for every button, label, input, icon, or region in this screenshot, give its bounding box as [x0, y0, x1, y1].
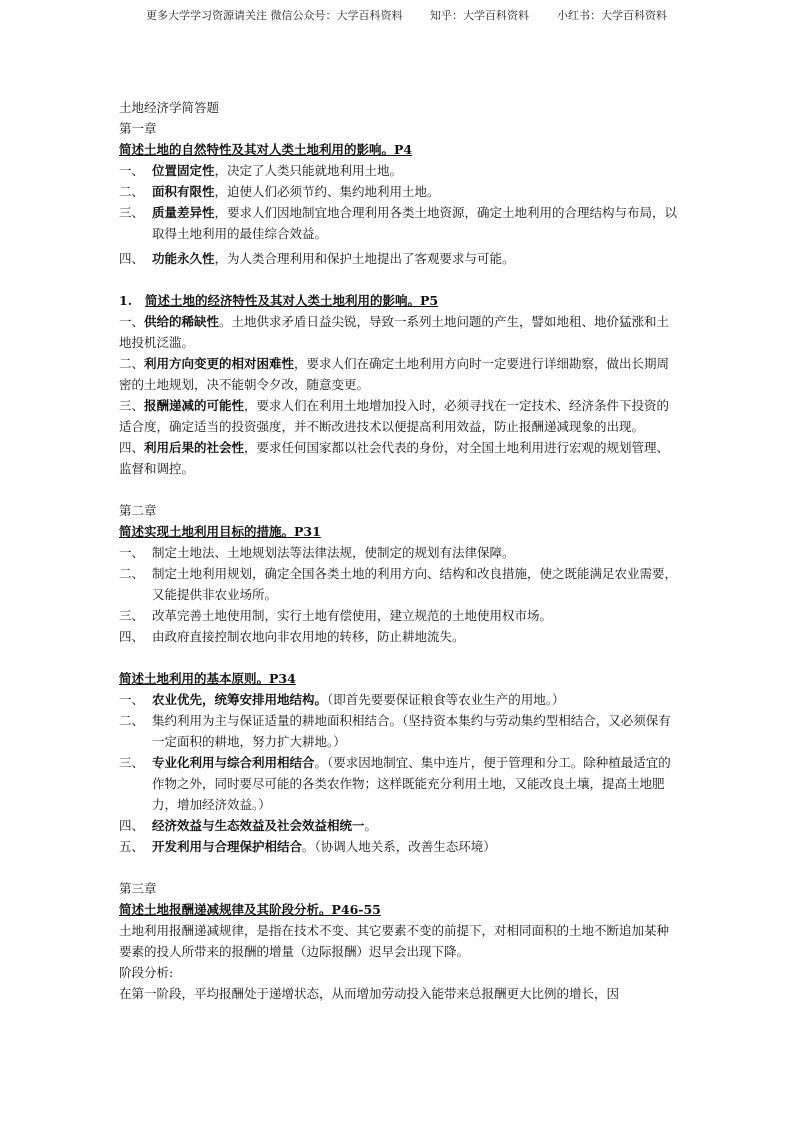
list-item: 四、 经济效益与生态效益及社会效益相统一。 [119, 818, 378, 833]
list-item: 一、 农业优先，统筹安排用地结构。（即首先要要保证粮食等农业生产的用地。） [119, 692, 565, 707]
list-item: 二、利用方向变更的相对困难性，要求人们在确定土地利用方向时一定要进行详细勘察，做出长期周密的土地规划，决不能朝令夕改，随意变更。 [119, 356, 670, 392]
list-item: 四、 由政府直接控制农地向非农用地的转移，防止耕地流失。 [119, 629, 465, 644]
item-keyword: 利用方向变更的相对困难性 [144, 356, 295, 371]
item-keyword: 专业化利用与综合利用相结合 [152, 755, 315, 770]
list-item: 一、供给的稀缺性。土地供求矛盾日益尖锐，导致一系列土地问题的产生，譬如地租、地价猛涨和土地投机泛滥。 [119, 314, 670, 350]
header-xiaohongshu: 小红书：大学百科资料 [557, 9, 667, 22]
item-keyword: 位置固定性 [152, 163, 215, 178]
list-item: 二、 面积有限性，迫使人们必须节约、集约地利用土地。 [119, 184, 440, 199]
paragraph: 阶段分析: [119, 965, 174, 980]
list-item: 一、 制定土地法、土地规划法等法律法规，使制定的规划有法律保障。 [119, 545, 515, 560]
header-zhihu: 知乎：大学百科资料 [430, 9, 529, 22]
chapter-3-heading: 第三章 [119, 881, 157, 896]
item-keyword: 农业优先，统筹安排用地结构。 [152, 692, 328, 707]
document-body [119, 97, 679, 1004]
item-keyword: 供给的稀缺性 [144, 314, 220, 329]
list-item: 二、 集约利用为主与保证适量的耕地面积相结合。（坚持资本集约与劳动集约型相结合，又必须保有一定面积的耕地，努力扩大耕地。） [119, 713, 671, 749]
item-keyword: 经济效益与生态效益及社会效益相统一 [152, 818, 365, 833]
question-1: 简述土地的自然特性及其对人类土地利用的影响。P4 [119, 142, 413, 157]
list-item: 五、 开发利用与合理保护相结合。（协调人地关系，改善生态环境） [119, 839, 496, 854]
item-keyword: 利用后果的社会性 [144, 440, 245, 455]
question-5: 简述土地报酬递减规律及其阶段分析。P46-55 [119, 902, 381, 917]
list-item: 一、 位置固定性，决定了人类只能就地利用土地。 [119, 163, 403, 178]
list-item: 四、利用后果的社会性，要求任何国家都以社会代表的身份，对全国土地利用进行宏观的规划管理、监督和调控。 [119, 440, 670, 476]
question-2: 1. 简述土地的经济特性及其对人类土地利用的影响。P5 [119, 293, 439, 308]
item-keyword: 开发利用与合理保护相结合 [152, 839, 303, 854]
question-3: 简述实现土地利用目标的措施。P31 [119, 524, 321, 539]
header-promo: 更多大学学习资源请关注 微信公众号：大学百科资料 [146, 9, 403, 22]
list-item: 三、 改革完善土地使用制，实行土地有偿使用，建立规范的土地使用权市场。 [119, 608, 553, 623]
list-item: 三、 专业化利用与综合利用相结合。（要求因地制宜、集中连片，便于管理和分工。除种植最适宜的作物之外，同时要尽可能的各类农作物；这样既能充分利用土地，又能改良土壤，提高土地肥力，增加经济效益。） [119, 755, 671, 812]
list-item: 三、 质量差异性，要求人们因地制宜地合理利用各类土地资源，确定土地利用的合理结构与布局，以取得土地利用的最佳综合效益。 [119, 205, 678, 241]
paragraph: 土地利用报酬递减规律，是指在技术不变、其它要素不变的前提下，对相同面积的土地不断追加某种要素的投人所带来的报酬的增量（边际报酬）迟早会出现下降。 [119, 923, 670, 959]
list-item: 四、 功能永久性，为人类合理利用和保护土地提出了客观要求与可能。 [119, 251, 515, 266]
list-item: 二、 制定土地利用规划，确定全国各类土地的利用方向、结构和改良措施，使之既能满足农业需要，又能提供非农业场所。 [119, 566, 678, 602]
item-keyword: 功能永久性 [152, 251, 215, 266]
item-keyword: 面积有限性 [152, 184, 215, 199]
doc-title: 土地经济学简答题 [119, 100, 220, 115]
question-4: 简述土地利用的基本原则。P34 [119, 671, 296, 686]
list-item: 三、报酬递减的可能性，要求人们在利用土地增加投入时，必须寻找在一定技术、经济条件下投资的适合度，确定适当的投资强度，并不断改进技术以便提高利用效益，防止报酬递减现象的出现。 [119, 398, 670, 434]
item-keyword: 质量差异性 [152, 205, 215, 220]
paragraph: 在第一阶段，平均报酬处于递增状态，从而增加劳动投入能带来总报酬更大比例的增长，因 [119, 986, 620, 1001]
item-keyword: 报酬递减的可能性 [144, 398, 245, 413]
chapter-2-heading: 第二章 [119, 503, 157, 518]
chapter-1-heading: 第一章 [119, 121, 157, 136]
